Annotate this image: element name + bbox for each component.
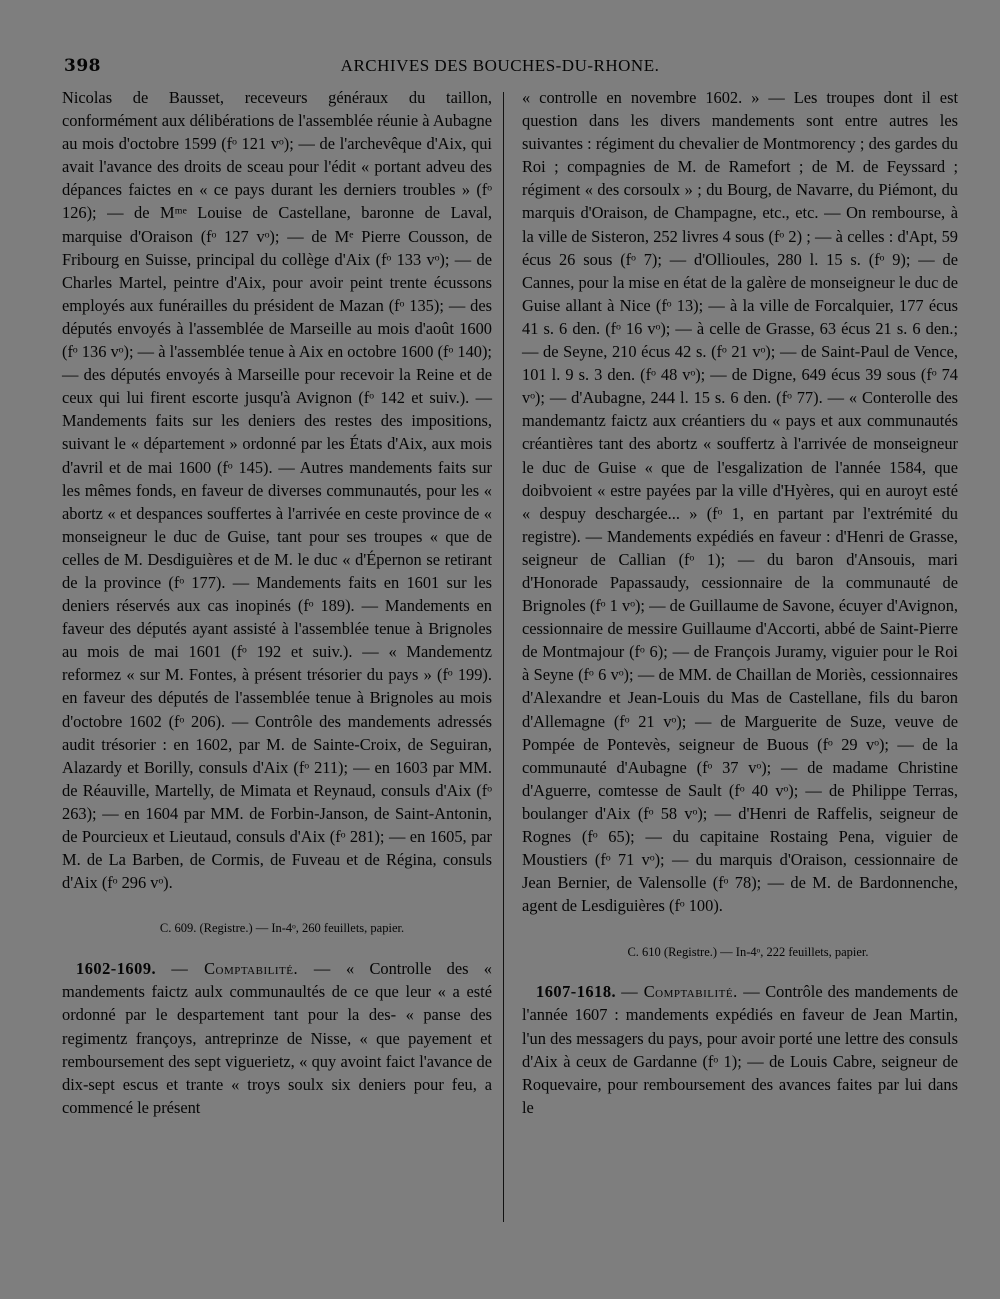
right-catalog-reference: C. 610 (Registre.) — In-4ᵒ, 222 feuillets, papier. — [627, 945, 869, 960]
page-number: 398 — [64, 56, 101, 76]
right-column — [522, 86, 958, 1119]
right-entry — [522, 980, 958, 1119]
entry-rubric: — Comptabilité. — — [621, 982, 761, 1002]
entry-rubric: — Comptabilité. — — [171, 959, 331, 979]
entry-date: 1607-1618. — [536, 982, 617, 1002]
left-entry — [62, 957, 492, 1119]
left-column — [62, 86, 492, 1119]
entry-text: Contrôle des mandements de l'année 1607 : mandements expédiés en faveur de Jean Martin, l'un des messagers du pays, pour avoir porté une lettre des consuls d'Aix à ceux de Gardanne (fᵒ 1); — de Louis Cabre, seigneur de Roquevaire, pour remboursement des avances faites par lui dans le — [522, 982, 958, 1117]
left-catalog-reference: C. 609. (Registre.) — In-4ᵒ, 260 feuillets, papier. — [159, 921, 405, 936]
right-paragraph: « controlle en novembre 1602. » — Les troupes dont il est question dans les divers mandements sont entre autres les suivantes : régiment du chevalier de Montmorency ; des gardes du Roi ; compagnies de M. de Ramefort ; de M. de Feyssard ; régiment « des corsoulx » ; du Bourg, de Navarre, du Piémont, du marquis d'Oraison, de Champagne, etc., etc. — On rembourse, à la ville de Sisteron, 252 livres 4 sous (fᵒ 2) ; — à celles : d'Apt, 59 écus 26 sous (fᵒ 7); — d'Ollioules, 280 l. 15 s. (fᵒ 9); — de Cannes, pour la mise en état de la galère de monseigneur le duc de Guise allant à Nice (fᵒ 13); — à la ville de Forcalquier, 177 écus 41 s. 6 den. (fᵒ 16 vᵒ); — à celle de Grasse, 63 écus 21 s. 6 den.; — de Seyne, 210 écus 42 s. (fᵒ 21 vᵒ); — de Saint-Paul de Vence, 101 l. 9 s. 3 den. (fᵒ 48 vᵒ); — de Digne, 649 écus 39 sous (fᵒ 74 vᵒ); — d'Aubagne, 244 l. 15 s. 6 den. (fᵒ 77). — « Conterolle des mandemantz faictz aux créantiers du « pays et aux communautés créantières tant des abortz « souffertz à l'arrivée de monseigneur le duc de Guise « que de l'esgalization de l'année 1584, que doibvoient « estre payées par la ville d'Hyères, qui en auroyt esté « despuy deschargée... » (fᵒ 1, en partant par l'extrémité du registre). — Mandements expédiés en faveur : d'Henri de Grasse, seigneur de Callian (fᵒ 1); — du baron d'Ansouis, mari d'Honorade Papassaudy, cessionnaire de la communauté de Brignoles (fᵒ 1 vᵒ); — de Guillaume de Savone, écuyer d'Avignon, cessionnaire de messire Guillaume d'Accorti, abbé de Saint-Pierre de Montmajour (fᵒ 6); — de François Juramy, viguier pour le Roi à Seyne (fᵒ 6 vᵒ); — de MM. de Chaillan de Moriès, cessionnaires d'Alexandre et Jean-Louis du Mas de Castellane, fils du baron d'Allemagne (fᵒ 21 vᵒ); — de Marguerite de Suze, veuve de Pompée de Pontevès, seigneur de Buous (fᵒ 29 vᵒ); — de la communauté d'Aubagne (fᵒ 37 vᵒ); — de madame Christine d'Aguerre, comtesse de Sault (fᵒ 40 vᵒ); — de Philippe Terras, boulanger d'Aix (fᵒ 58 vᵒ); — d'Henri de Raffelis, seigneur de Rognes (fᵒ 65); — du capitaine Rostaing Pena, viguier de Moustiers (fᵒ 71 vᵒ); — du marquis d'Oraison, cessionnaire de Jean Bernier, de Valensolle (fᵒ 78); — de M. de Bardonnenche, agent de Lesdiguières (fᵒ 100). — [522, 88, 959, 916]
column-rule — [503, 92, 504, 1222]
left-paragraph: Nicolas de Bausset, receveurs généraux du taillon, conformément aux délibérations de l'assemblée réunie à Aubagne au mois d'octobre 1599 (fᵒ 121 vᵒ); — de l'archevêque d'Aix, qui avait l'avance des droits de sceau pour l'édit « portant adveu des dépances faictes en « ce pays durant les derniers troubles » (fᵒ 126); — de Mᵐᵉ Louise de Castellane, baronne de Laval, marquise d'Oraison (fᵒ 127 vᵒ); — de Mᵉ Pierre Cousson, de Fribourg en Suisse, principal du collège d'Aix (fᵒ 133 vᵒ); — de Charles Martel, peintre d'Aix, pour avoir peint trente écussons employés aux funérailles du président de Mazan (fᵒ 135); — des députés envoyés à l'assemblée de Marseille au mois d'août 1600 (fᵒ 136 vᵒ); — à l'assemblée tenue à Aix en octobre 1600 (fᵒ 140); — des députés envoyés à Marseille pour recevoir la Reine et de ceux qui lui firent escorte jusqu'à Avignon (fᵒ 142 et suiv.). — Mandements faits sur les deniers des restes des impositions, suivant le « département » ordonné par les États d'Aix, aux mois d'avril et de mai 1600 (fᵒ 145). — Autres mandements faits sur les mêmes fonds, en faveur de diverses communautés, pour les « abortz « et despances souffertes à l'arrivée en ceste province de « monseigneur le duc de Guise, tant pour ses troupes « que de celles de M. Desdiguières et de M. le duc « d'Épernon se retirant de la province (fᵒ 177). — Mandements faits en 1601 sur les deniers réservés aux cas inopinés (fᵒ 189). — Mandements en faveur des députés ayant assisté à l'assemblée tenue à Brignoles au mois de mai 1601 (fᵒ 192 et suiv.). — « Mandementz reformez « sur M. Fontes, à présent trésorier du pays » (fᵒ 199). en faveur des députés de l'assemblée tenue à Brignoles au mois d'octobre 1602 (fᵒ 206). — Contrôle des mandements adressés audit trésorier : en 1602, par M. de Sainte-Croix, de Seguiran, Alazardy et Borilly, consuls d'Aix (fᵒ 211); — en 1603 par MM. de Réauville, Martelly, de Mimata et Reynaud, consuls d'Aix (fᵒ 263); — en 1604 par MM. de Forbin-Janson, de Saint-Antonin, de Pourcieux et Lieutaud, consuls d'Aix (fᵒ 281); — en 1605, par M. de La Barben, de Cormis, de Fuveau et de Régina, consuls d'Aix (fᵒ 296 vᵒ). — [62, 88, 492, 893]
running-title: ARCHIVES DES BOUCHES-DU-RHONE. — [340, 56, 660, 75]
entry-date: 1602-1609. — [76, 959, 157, 979]
entry-text: « Controlle des « mandements faictz aulx communaultés de ce que leur « a esté ordonné par le despartement tant pour la des- « panse des regimentz françoys, antreprinze de Nisse, « que payement et remboursement des sept viguerietz, « quy avoint faict l'avance de dix-sept escus et trante « troys soulx six deniers pour feu, a commencé le présent — [62, 959, 492, 1117]
